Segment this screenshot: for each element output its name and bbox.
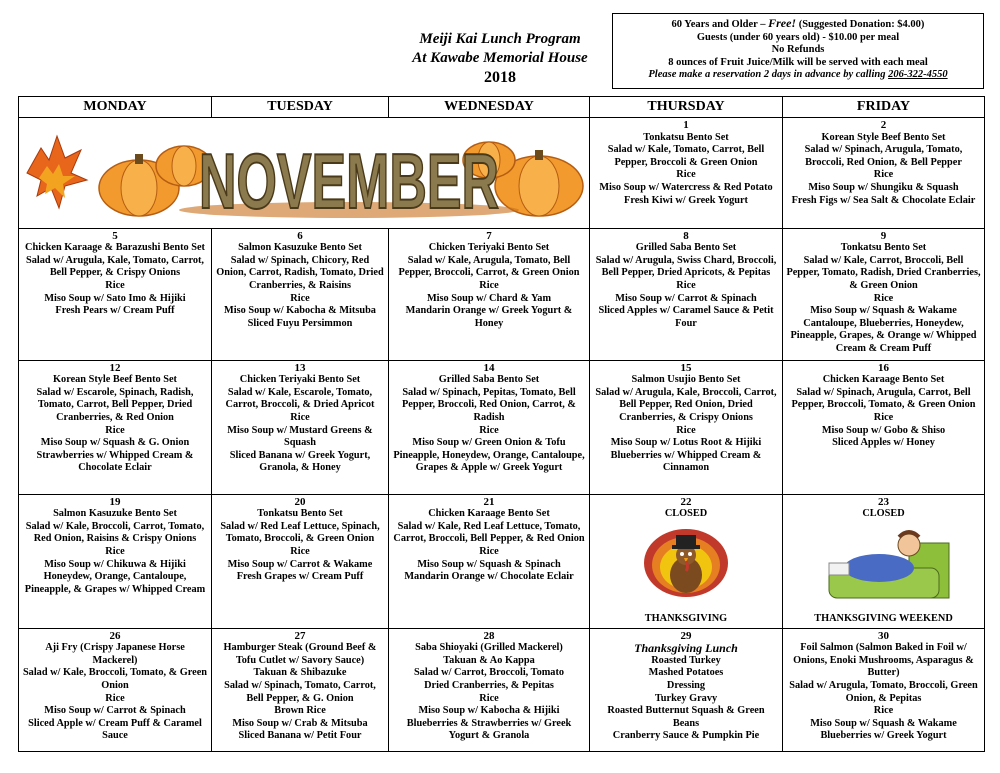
day-cell-16 — [783, 360, 985, 494]
menu-item: Takuan & Shibazuke — [253, 667, 347, 679]
week-row — [19, 494, 985, 628]
day-cell-30 — [783, 628, 985, 751]
menu-item: Rice — [105, 424, 125, 436]
menu-item: Miso Soup w/ Sato Imo & Hijiki — [44, 292, 186, 304]
menu-item: Sliced Banana w/ Petit Four — [238, 730, 362, 742]
day-number: 7 — [486, 229, 492, 242]
menu-item: Miso Soup w/ Squash & Wakame — [810, 717, 957, 729]
menu-item: Dressing — [666, 679, 706, 691]
menu-item: Salad w/ Arugula, Swiss Chard, Broccoli, Bell Pepper, Dried Apricots, & Pepitas — [595, 254, 777, 279]
week-row — [19, 118, 985, 229]
november-banner — [19, 118, 590, 229]
menu-item: Chicken Karaage & Barazushi Bento Set — [25, 242, 205, 254]
menu-item: Salad w/ Spinach, Arugula, Carrot, Bell Pepper, Broccoli, Tomato, & Green Onion — [791, 386, 976, 411]
day-cell-12 — [19, 360, 212, 494]
menu-item: Salmon Kasuzuke Bento Set — [238, 242, 362, 254]
menu-item: Strawberries w/ Whipped Cream & Chocolate Eclair — [36, 449, 194, 474]
menu-item: Salmon Kasuzuke Bento Set — [53, 508, 177, 520]
holiday-label: THANKSGIVING WEEKEND — [814, 613, 953, 624]
weekday-tuesday: TUESDAY — [212, 97, 389, 118]
menu-item: Grilled Saba Bento Set — [438, 374, 540, 386]
menu-item: Mashed Potatoes — [648, 667, 724, 679]
menu-item: Rice — [479, 279, 499, 291]
menu-item: Chicken Karaage Bento Set — [822, 374, 945, 386]
menu-item: Rice — [290, 411, 310, 423]
menu-item: Rice — [676, 279, 696, 291]
menu-item: Miso Soup w/ Squash & G. Onion — [40, 437, 190, 449]
day-cell-1 — [590, 118, 783, 229]
menu-item: Rice — [479, 692, 499, 704]
phone-number: 206-322-4550 — [888, 69, 948, 80]
menu-item: Rice — [479, 545, 499, 557]
menu-item: Korean Style Beef Bento Set — [821, 131, 946, 143]
menu-item: Miso Soup w/ Chard & Yam — [426, 292, 552, 304]
title-line-2: At Kawabe Memorial House — [412, 50, 588, 66]
menu-item: Salad w/ Carrot, Broccoli, Tomato — [413, 667, 565, 679]
menu-item: Aji Fry (Crispy Japanese Horse Mackerel) — [45, 642, 185, 666]
menu-item: Salad w/ Spinach, Chicory, Red Onion, Carrot, Radish, Tomato, Dried Cranberries, & Raisins — [216, 254, 384, 291]
day-cell-2 — [783, 118, 985, 229]
menu-item: Miso Soup w/ Shungiku & Squash — [808, 181, 959, 193]
title-year: 2018 — [484, 69, 516, 86]
menu-item: Tonkatsu Bento Set — [840, 242, 927, 254]
menu-item: Miso Soup w/ Kabocha & Mitsuba — [224, 305, 376, 317]
menu-item: Miso Soup w/ Kabocha & Hijiki — [418, 705, 560, 717]
menu-item: Rice — [676, 169, 696, 181]
menu-item: Brown Rice — [274, 705, 326, 717]
menu-item: Chicken Teriyaki Bento Set — [239, 374, 361, 386]
menu-item: Miso Soup w/ Lotus Root & Hijiki — [610, 437, 762, 449]
day-cell-21 — [389, 494, 590, 628]
day-cell-5 — [19, 228, 212, 360]
menu-item: Cranberry Sauce & Pumpkin Pie — [612, 730, 760, 742]
weekday-friday: FRIDAY — [783, 97, 985, 118]
day-cell-29 — [590, 628, 783, 751]
menu-item: Sliced Apple w/ Cream Puff & Caramel Sauce — [28, 717, 202, 742]
menu-item: Miso Soup w/ Chikuwa & Hijiki — [44, 558, 186, 570]
menu-item: Salad w/ Spinach, Tomato, Carrot, Bell Pepper, & G. Onion — [224, 679, 376, 704]
menu-item: Sliced Fuyu Persimmon — [247, 317, 353, 329]
day-number: 20 — [294, 495, 306, 508]
day-cell-27 — [212, 628, 389, 751]
day-number: 28 — [483, 629, 495, 642]
day-number: 2 — [880, 119, 887, 131]
menu-item: Turkey Gravy — [654, 692, 718, 704]
menu-item: Miso Soup w/ Watercress & Red Potato — [599, 181, 773, 193]
weekday-thursday: THURSDAY — [590, 97, 783, 118]
day-cell-26 — [19, 628, 212, 751]
menu-item: Salad w/ Kale, Tomato, Carrot, Bell Pepper, Broccoli & Green Onion — [607, 144, 765, 168]
menu-item: Saba Shioyaki (Grilled Mackerel) — [415, 642, 563, 654]
day-cell-22 — [590, 494, 783, 628]
menu-item: Chicken Teriyaki Bento Set — [428, 242, 550, 254]
menu-item: Mandarin Orange w/ Chocolate Eclair — [404, 571, 574, 583]
day-number: 23 — [878, 495, 889, 508]
day-number: 21 — [483, 495, 495, 508]
menu-item: Salad w/ Spinach, Pepitas, Tomato, Bell Pepper, Broccoli, Red Onion, Carrot, & Radish — [402, 386, 576, 423]
menu-item: Korean Style Beef Bento Set — [53, 374, 177, 386]
info-line-1: 60 Years and Older – Free! (Suggested Donation: $4.00) — [671, 16, 925, 30]
day-cell-14 — [389, 360, 590, 494]
day-number: 29 — [680, 629, 692, 642]
menu-item: Blueberries & Strawberries w/ Greek Yogurt & Granola — [406, 717, 572, 742]
menu-item: Foil Salmon (Salmon Baked in Foil w/ Onions, Enoki Mushrooms, Asparagus & Butter) — [793, 642, 974, 679]
menu-item: Grilled Saba Bento Set — [635, 242, 737, 254]
menu-item: Salad w/ Arugula, Tomato, Broccoli, Green Onion, & Pepitas — [789, 679, 978, 704]
menu-item: Fresh Figs w/ Sea Salt & Chocolate Eclair — [791, 194, 976, 206]
menu-item: Mandarin Orange w/ Greek Yogurt & Honey — [405, 305, 573, 329]
weekday-monday: MONDAY — [19, 97, 212, 118]
menu-item: Miso Soup w/ Squash & Spinach — [417, 558, 561, 570]
menu-item: Rice — [105, 279, 125, 291]
menu-item: Miso Soup w/ Gobo & Shiso — [821, 424, 946, 436]
menu-item: Fresh Kiwi w/ Greek Yogurt — [624, 194, 748, 206]
menu-item: Salad w/ Spinach, Arugula, Tomato, Broccoli, Red Onion, & Bell Pepper — [804, 144, 963, 168]
menu-item: Blueberries w/ Greek Yogurt — [820, 730, 947, 742]
day-number: 14 — [483, 361, 495, 374]
menu-item: Cantaloupe, Blueberries, Honeydew, Pineapple, Grapes, & Orange w/ Whipped Cream & Cream Puff — [790, 317, 977, 354]
menu-item: Miso Soup w/ Carrot & Spinach — [44, 705, 186, 717]
menu-item: Rice — [105, 545, 125, 557]
day-number: 15 — [680, 361, 692, 374]
menu-item: Roasted Butternut Squash & Green Beans — [607, 705, 765, 729]
info-line-3: No Refunds — [771, 44, 825, 55]
program-title — [395, 30, 605, 87]
day-cell-15 — [590, 360, 783, 494]
menu-item: Salad w/ Kale, Escarole, Tomato, Carrot, Broccoli, & Dried Apricot — [225, 386, 375, 411]
menu-item: Rice — [479, 424, 499, 436]
closed-label: CLOSED — [664, 508, 708, 520]
day-cell-23 — [783, 494, 985, 628]
day-number: 16 — [878, 361, 889, 374]
menu-item: Roasted Turkey — [651, 654, 721, 666]
day-cell-9 — [783, 228, 985, 360]
day-number: 27 — [294, 629, 306, 642]
pricing-info-box — [612, 13, 984, 89]
menu-item: Hamburger Steak (Ground Beef & Tofu Cutlet w/ Savory Sauce) — [223, 642, 377, 666]
day-cell-13 — [212, 360, 389, 494]
menu-item: Salad w/ Kale, Arugula, Tomato, Bell Pepper, Broccoli, Carrot, & Green Onion — [398, 254, 580, 279]
day-number: 1 — [683, 119, 689, 131]
weekday-wednesday: WEDNESDAY — [389, 97, 590, 118]
menu-item: Sliced Apples w/ Caramel Sauce & Petit Four — [598, 305, 774, 329]
day-cell-20 — [212, 494, 389, 628]
week-row — [19, 228, 985, 360]
day-number: 9 — [880, 229, 887, 242]
day-cell-6 — [212, 228, 389, 360]
menu-item: Miso Soup w/ Crab & Mitsuba — [232, 717, 368, 729]
menu-item: Miso Soup w/ Mustard Greens & Squash — [227, 424, 373, 449]
day-number: 5 — [112, 229, 118, 242]
info-line-2: Guests (under 60 years old) - $10.00 per meal — [696, 31, 900, 43]
weekday-header-row — [19, 97, 985, 118]
menu-item: Rice — [290, 545, 310, 557]
menu-item: Miso Soup w/ Carrot & Wakame — [227, 558, 373, 570]
menu-item: Salad w/ Escarole, Spinach, Radish, Tomato, Carrot, Bell Pepper, Dried Cranberries, & Red Onion — [36, 386, 194, 423]
day-cell-8 — [590, 228, 783, 360]
menu-item: Salad w/ Red Leaf Lettuce, Spinach, Tomato, Broccoli, & Green Onion — [220, 520, 380, 545]
menu-item: Rice — [290, 292, 310, 304]
menu-item: Sliced Banana w/ Greek Yogurt, Granola, & Honey — [229, 449, 371, 474]
day-number: 6 — [297, 229, 303, 242]
menu-item: Miso Soup w/ Green Onion & Tofu — [412, 437, 566, 449]
menu-item: Dried Cranberries, & Pepitas — [424, 679, 554, 691]
day-number: 13 — [294, 361, 306, 374]
menu-item: Chicken Karaage Bento Set — [428, 508, 550, 520]
title-line-1: Meiji Kai Lunch Program — [419, 31, 581, 47]
info-line-5: Please make a reservation 2 days in advance by calling 206-322-4550 — [648, 69, 948, 80]
turkey-icon — [636, 523, 736, 603]
week-row — [19, 628, 985, 751]
menu-item: Salad w/ Kale, Red Leaf Lettuce, Tomato, Carrot, Broccoli, Bell Pepper, & Red Onion — [393, 520, 585, 545]
sleeping-man-icon — [809, 523, 959, 603]
menu-item: Miso Soup w/ Squash & Wakame — [810, 305, 957, 317]
week-row — [19, 360, 985, 494]
menu-item: Rice — [873, 292, 894, 304]
menu-item: Rice — [873, 169, 894, 181]
day-number: 26 — [109, 629, 121, 642]
holiday-label: THANKSGIVING — [644, 613, 728, 624]
maple-leaf-icon — [27, 136, 87, 208]
info-line-4: 8 ounces of Fruit Juice/Milk will be served with each meal — [668, 56, 928, 68]
menu-item: Salad w/ Arugula, Kale, Broccoli, Carrot, Bell Pepper, Red Onion, Dried Cranberries, & Crispy Onions — [595, 386, 777, 423]
day-cell-28 — [389, 628, 590, 751]
menu-item: Salmon Usujio Bento Set — [631, 374, 741, 386]
day-number: 12 — [109, 361, 121, 374]
menu-item: Salad w/ Kale, Broccoli, Carrot, Tomato, Red Onion, Raisins & Crispy Onions — [25, 520, 205, 545]
menu-item: Salad w/ Arugula, Kale, Tomato, Carrot, Bell Pepper, & Crispy Onions — [25, 254, 205, 279]
day-number: 30 — [878, 629, 889, 642]
menu-item: Rice — [105, 692, 125, 704]
menu-item: Sliced Apples w/ Honey — [832, 437, 935, 449]
menu-item: Rice — [676, 424, 696, 436]
day-cell-7 — [389, 228, 590, 360]
menu-item: Takuan & Ao Kappa — [443, 654, 535, 666]
november-banner-text: NOVEMBER — [199, 137, 499, 225]
menu-item: Salad w/ Kale, Broccoli, Tomato, & Green Onion — [22, 667, 208, 691]
menu-item: Rice — [873, 705, 894, 717]
menu-item: Blueberries w/ Whipped Cream & Cinnamon — [610, 449, 762, 474]
special-meal-title: Thanksgiving Lunch — [634, 641, 738, 656]
lunch-calendar — [18, 96, 985, 752]
menu-item: Pineapple, Honeydew, Orange, Cantaloupe, Grapes & Apple w/ Greek Yogurt — [393, 449, 585, 474]
menu-item: Salad w/ Kale, Carrot, Broccoli, Bell Pepper, Tomato, Radish, Dried Cranberries, & Green Onion — [786, 254, 981, 291]
menu-item: Tonkatsu Bento Set — [257, 508, 343, 520]
menu-item: Fresh Grapes w/ Cream Puff — [236, 571, 364, 583]
menu-item: Tonkatsu Bento Set — [643, 131, 729, 143]
menu-item: Honeydew, Orange, Cantaloupe, Pineapple, & Grapes w/ Whipped Cream — [24, 571, 206, 595]
day-number: 19 — [109, 495, 121, 508]
closed-label: CLOSED — [862, 508, 905, 520]
menu-item: Fresh Pears w/ Cream Puff — [55, 305, 175, 317]
day-number: 22 — [680, 495, 692, 508]
pumpkin-leaves-illustration — [19, 118, 590, 223]
day-cell-19 — [19, 494, 212, 628]
menu-item: Miso Soup w/ Carrot & Spinach — [615, 292, 757, 304]
day-number: 8 — [683, 229, 689, 242]
menu-item: Rice — [873, 411, 894, 423]
